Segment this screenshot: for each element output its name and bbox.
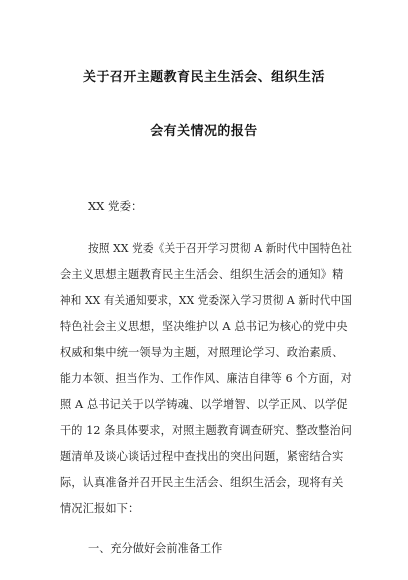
paragraph-line: 干的 12 条具体要求，对照主题教育调查研究、整改整治问	[60, 424, 353, 437]
paragraph-line: 会主义思想主题教育民主生活会、组织生活会的通知》精	[60, 268, 344, 281]
document-title-line-2: 会有关情况的报告	[150, 124, 258, 139]
paragraph-line: 按照 XX 党委《关于召开学习贯彻 A 新时代中国特色社	[88, 242, 353, 255]
paragraph-line: 权威和集中统一领导为主题，对照理论学习、政治素质、	[60, 346, 344, 359]
paragraph-line: 际，认真准备并召开民主生活会、组织生活会，现将有关	[60, 476, 344, 489]
paragraph-line: 能力本领、担当作为、工作作风、廉洁自律等 6 个方面，对	[60, 372, 352, 385]
paragraph-line: 神和 XX 有关通知要求，XX 党委深入学习贯彻 A 新时代中国	[60, 294, 352, 307]
paragraph-line: 情况汇报如下：	[60, 502, 140, 515]
section-heading: 一、充分做好会前准备工作	[88, 542, 223, 555]
document-title-line-1: 关于召开主题教育民主生活会、组织生活	[83, 70, 325, 85]
paragraph-line: 题清单及谈心谈话过程中查找出的突出问题，紧密结合实	[60, 450, 344, 463]
paragraph-line: 特色社会主义思想，坚决维护以 A 总书记为核心的党中央	[60, 320, 348, 333]
paragraph-line: 照 A 总书记关于以学铸魂、以学增智、以学正风、以学促	[60, 398, 348, 411]
salutation: XX 党委：	[88, 199, 143, 213]
